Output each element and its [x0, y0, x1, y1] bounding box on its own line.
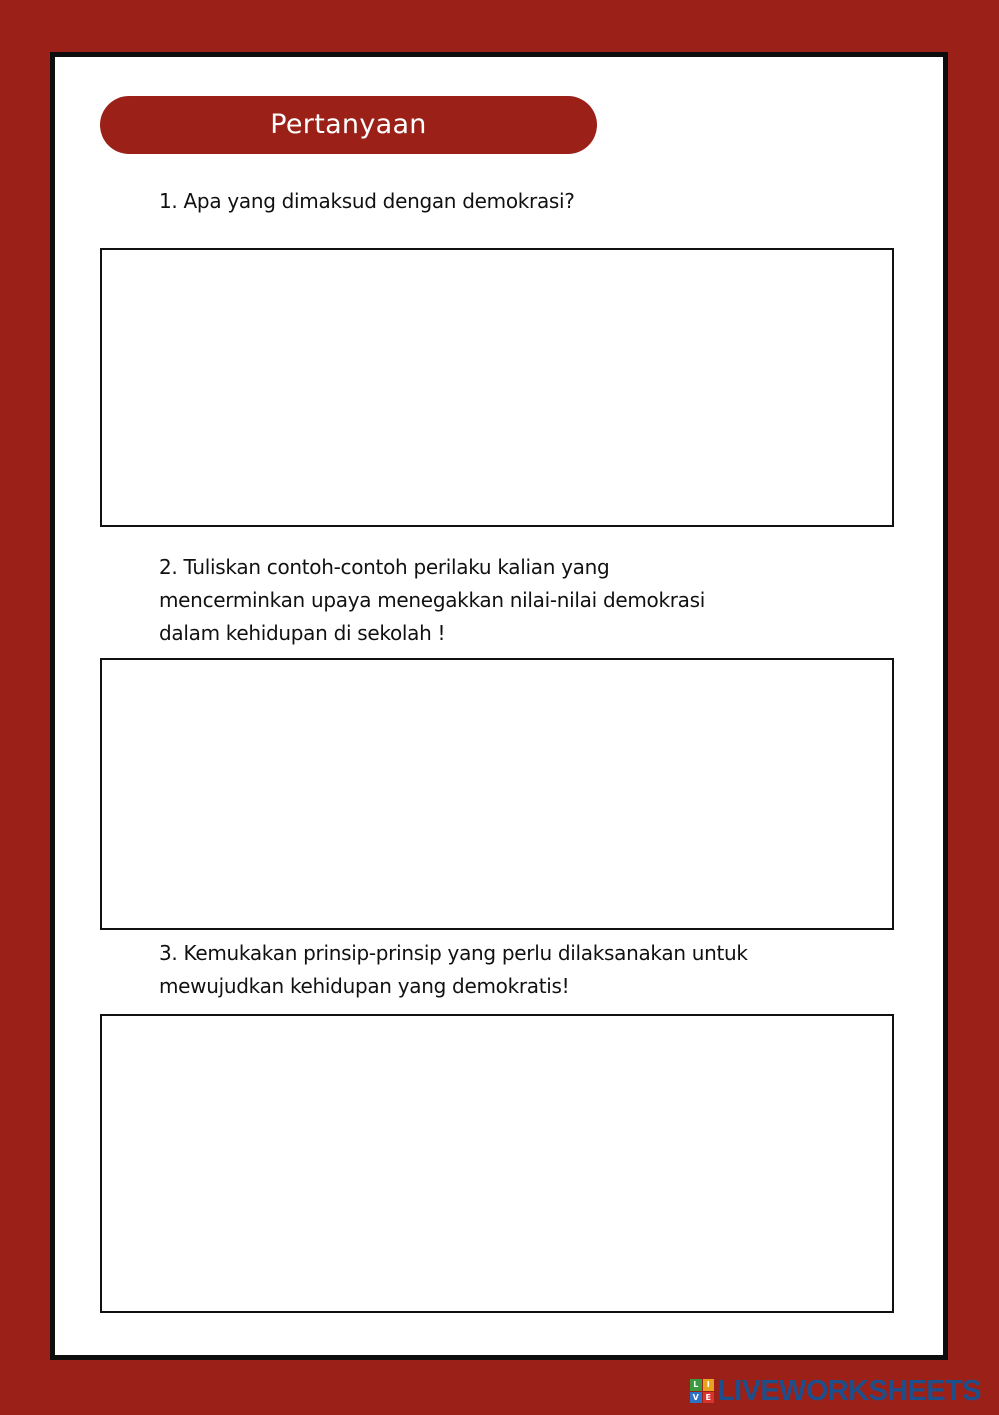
logo-letter-l: L — [690, 1379, 702, 1391]
logo-text: LIVEWORKSHEETS — [717, 1375, 981, 1407]
worksheet-title: Pertanyaan — [100, 96, 597, 154]
question-3-line-1: 3. Kemukakan prinsip-prinsip yang perlu dilaksanakan untuk — [159, 941, 748, 965]
liveworksheets-logo[interactable] — [690, 1374, 981, 1408]
logo-letter-v: V — [690, 1392, 702, 1404]
logo-letter-i: I — [703, 1379, 715, 1391]
question-3-line-2: mewujudkan kehidupan yang demokratis! — [159, 974, 570, 998]
question-3 — [159, 937, 748, 1003]
answer-box-2[interactable] — [100, 658, 894, 930]
question-1 — [159, 185, 575, 218]
logo-letter-e: E — [703, 1392, 715, 1404]
liveworksheets-logo-icon — [690, 1379, 714, 1403]
question-2-line-3: dalam kehidupan di sekolah ! — [159, 621, 446, 645]
question-2 — [159, 551, 705, 650]
answer-box-3[interactable] — [100, 1014, 894, 1313]
question-2-line-2: mencerminkan upaya menegakkan nilai-nilai demokrasi — [159, 588, 705, 612]
question-1-line-1: 1. Apa yang dimaksud dengan demokrasi? — [159, 189, 575, 213]
question-2-line-1: 2. Tuliskan contoh-contoh perilaku kalian yang — [159, 555, 610, 579]
worksheet-page — [50, 52, 948, 1360]
answer-box-1[interactable] — [100, 248, 894, 527]
